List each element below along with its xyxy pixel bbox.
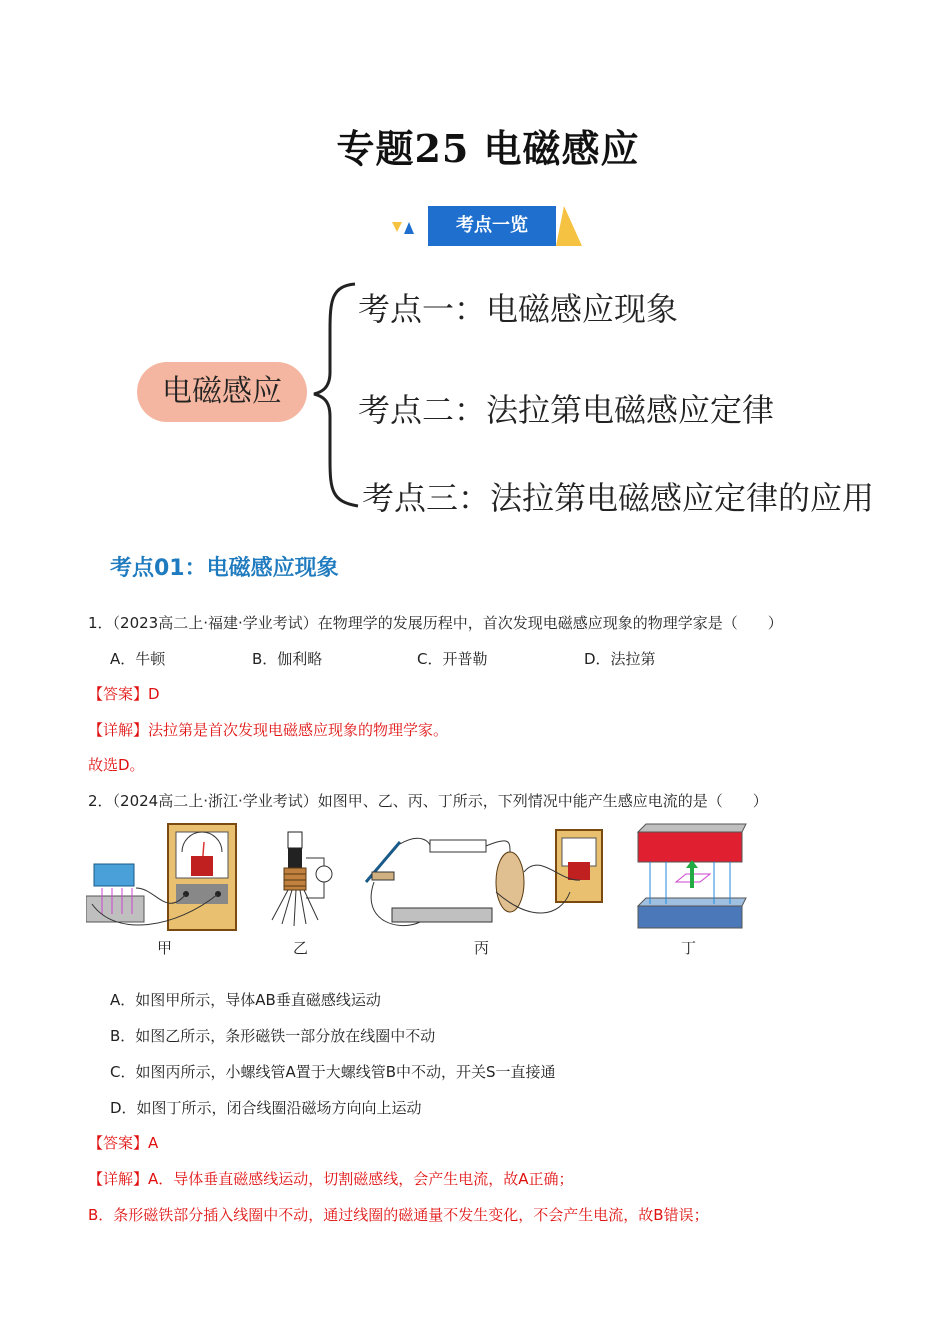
question-1-option-a: A．牛顿 — [110, 650, 166, 668]
question-1-stem: 1．（2023高二上·福建·学业考试）在物理学的发展历程中，首次发现电磁感应现象的物理学家是（ ） — [88, 614, 783, 632]
figure-label-bing: 丙 — [474, 939, 490, 957]
figure-label-yi: 乙 — [293, 939, 309, 957]
question-1-option-b: B．伽利略 — [252, 650, 323, 668]
question-2-option-b: B．如图乙所示，条形磁铁一部分放在线圈中不动 — [110, 1027, 436, 1045]
question-2-option-c: C．如图丙所示，小螺线管A置于大螺线管B中不动，开关S一直接通 — [110, 1063, 556, 1081]
question-2-stem: 2．（2024高二上·浙江·学业考试）如图甲、乙、丙、丁所示，下列情况中能产生感应电流的是（ ） — [88, 792, 768, 810]
question-2-option-a: A．如图甲所示，导体AB垂直磁感线运动 — [110, 991, 381, 1009]
question-2-detail-b: B．条形磁铁部分插入线圈中不动，通过线圈的磁通量不发生变化，不会产生电流，故B错误； — [88, 1206, 709, 1224]
figure-label-ding: 丁 — [681, 939, 697, 957]
question-1-conclusion: 故选D。 — [88, 756, 145, 774]
banner — [390, 206, 590, 250]
question-1-detail: 【详解】法拉第是首次发现电磁感应现象的物理学家。 — [88, 721, 449, 739]
section-heading: 考点01：电磁感应现象 — [110, 556, 339, 581]
figure-ding — [634, 822, 748, 934]
question-2-option-d: D．如图丁所示，闭合线圈沿磁场方向向上运动 — [110, 1099, 422, 1117]
page-title: 专题25 电磁感应 — [336, 126, 640, 171]
question-1-answer: 【答案】D — [88, 685, 160, 703]
mindmap-point-3: 考点三：法拉第电磁感应定律的应用 — [362, 479, 875, 517]
banner-label: 考点一览 — [428, 206, 556, 246]
figure-label-jia: 甲 — [157, 939, 173, 957]
question-2-detail-a: 【详解】A．导体垂直磁感线运动，切割磁感线，会产生电流，故A正确； — [88, 1170, 574, 1188]
brace-icon — [310, 280, 360, 510]
question-2-answer: 【答案】A — [88, 1134, 159, 1152]
question-1-option-d: D．法拉第 — [584, 650, 656, 668]
figure-bing — [360, 822, 608, 938]
figure-jia — [86, 818, 246, 938]
mindmap-point-1: 考点一：电磁感应现象 — [358, 290, 679, 328]
question-1-option-c: C．开普勒 — [417, 650, 488, 668]
mindmap-point-2: 考点二：法拉第电磁感应定律 — [358, 391, 775, 429]
mindmap-root: 电磁感应 — [137, 362, 307, 422]
figure-yi — [266, 828, 340, 928]
